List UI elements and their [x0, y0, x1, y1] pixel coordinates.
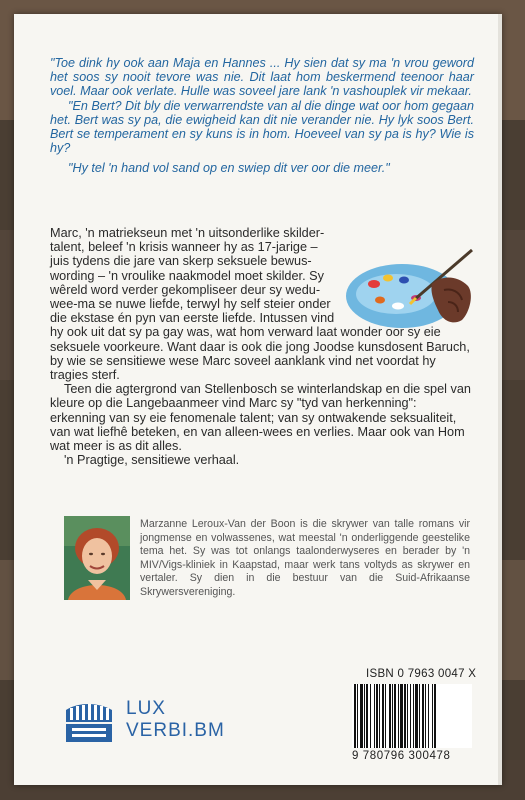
- barcode-bar: [374, 684, 375, 748]
- isbn-label: ISBN 0 7963 0047 X: [366, 668, 477, 680]
- barcode-bar: [432, 684, 433, 748]
- barcode-bar: [400, 684, 403, 748]
- barcode-bar: [404, 684, 406, 748]
- synopsis-line: juis tydens die jare van skerp seksuele bewus-: [50, 254, 312, 269]
- barcode-bar: [392, 684, 393, 748]
- barcode-bar: [364, 684, 365, 748]
- barcode-bar: [394, 684, 396, 748]
- barcode-bar: [425, 684, 426, 748]
- barcode-bar: [434, 684, 436, 748]
- publisher-name: [126, 698, 225, 742]
- barcode-bar: [370, 684, 371, 748]
- barcode-bar: [357, 684, 358, 748]
- author-photo: [64, 516, 130, 600]
- quote-paragraph-2: "En Bert? Dit bly die verwarrendste van al die dinge wat oor hom gegaan het. Bert was sy pa, die ewigheid kan dit nie verander nie. Hy lyk soos Bert. Bert se temperament en sy kuns is in hom. Hoeveel van sy pa is hy? Wie is hy?: [50, 98, 474, 156]
- synopsis-line: wee-ma se nuwe liefde, terwyl hy self steier onder: [50, 297, 331, 312]
- quote-paragraph-3: "Hy tel 'n hand vol sand op en swiep dit ver oor die meer.": [68, 161, 390, 176]
- barcode-bar: [419, 684, 420, 748]
- barcode-bar: [413, 684, 414, 748]
- barcode-bar: [360, 684, 363, 748]
- synopsis-line: talent, beleef 'n krisis wanneer hy as 17-jarige –: [50, 240, 318, 255]
- barcode-bar: [366, 684, 368, 748]
- synopsis-line: wêreld word verder gekompliseer deur sy wedu-: [50, 282, 321, 297]
- barcode-number: 9 780796 300478: [352, 750, 451, 762]
- barcode-bar: [354, 684, 356, 748]
- synopsis: [50, 226, 474, 467]
- barcode-bar: [415, 684, 418, 748]
- barcode-bar: [385, 684, 386, 748]
- quote-paragraph-1: "Toe dink hy ook aan Maja en Hannes ... Hy sien dat sy ma 'n vrou geword het soos sy nooit tevore was nie. Dit laat hom beskermend teenoor haar voel. Maar ook verlate. Hulle was soveel jare lank 'n vashouplek vir mekaar.: [50, 56, 474, 99]
- barcode-bar: [398, 684, 399, 748]
- barcode-bar: [422, 684, 424, 748]
- synopsis-paragraph-3: 'n Pragtige, sensitiewe verhaal.: [64, 453, 240, 468]
- barcode-bar: [389, 684, 391, 748]
- barcode-bar: [410, 684, 411, 748]
- synopsis-paragraph-1-rest: hy ook uit dat sy pa gay was, wat hom verward laat wonder oor sy eie seksuele voorkeure. Want daar is ook die jong Joodse kunsdosent Baruch, by wie se sensitiewe wese Marc soveel aanklank vind net voordat hy tragies sterf.: [50, 325, 470, 383]
- synopsis-line: Marc, 'n matriekseun met 'n uitsonderlike skilder-: [50, 226, 325, 240]
- barcode-bar: [382, 684, 384, 748]
- barcode: [352, 684, 472, 748]
- synopsis-line: die ekstase én pyn van eerste liefde. Intussen vind: [50, 311, 335, 326]
- synopsis-line: wording – 'n vroulike naakmodel moet skilder. Sy: [50, 268, 324, 283]
- synopsis-paragraph-2: Teen die agtergrond van Stellenbosch se winterlandskap en die spel van kleure op die Langebaanmeer vind Marc sy "tyd van herkenning": erkenning van sy eie fenomenale talent; van sy ontwakende seksualiteit, van wat liefhê beteken, en van alleen-wees en verlies. Maar ook van Hom wat meer is as dit alles.: [50, 382, 471, 454]
- barcode-bar: [428, 684, 429, 748]
- excerpt-quote: [50, 56, 474, 176]
- cover-edge: [498, 14, 502, 785]
- publisher-name-line-1: LUX: [126, 698, 166, 719]
- book-back-cover: [14, 14, 502, 785]
- barcode-bar: [407, 684, 408, 748]
- barcode-bar: [376, 684, 378, 748]
- synopsis-paragraph-1: [50, 226, 474, 382]
- publisher-name-line-2: VERBI.BM: [126, 720, 225, 741]
- barcode-bar: [379, 684, 380, 748]
- author-bio: Marzanne Leroux-Van der Boon is die skrywer van talle romans vir jongmense en volwassenes, wat meestal 'n onderliggende geestelike tema het. Sy was tot onlangs taalonderwyseres en berader by 'n MIV/Vigs-kliniek in Kaapstad, maar werk tans voltyds as skrywer en vertaler. Sy dien in die bestuur van die Suid-Afrikaanse Skrywersvereniging.: [140, 518, 470, 598]
